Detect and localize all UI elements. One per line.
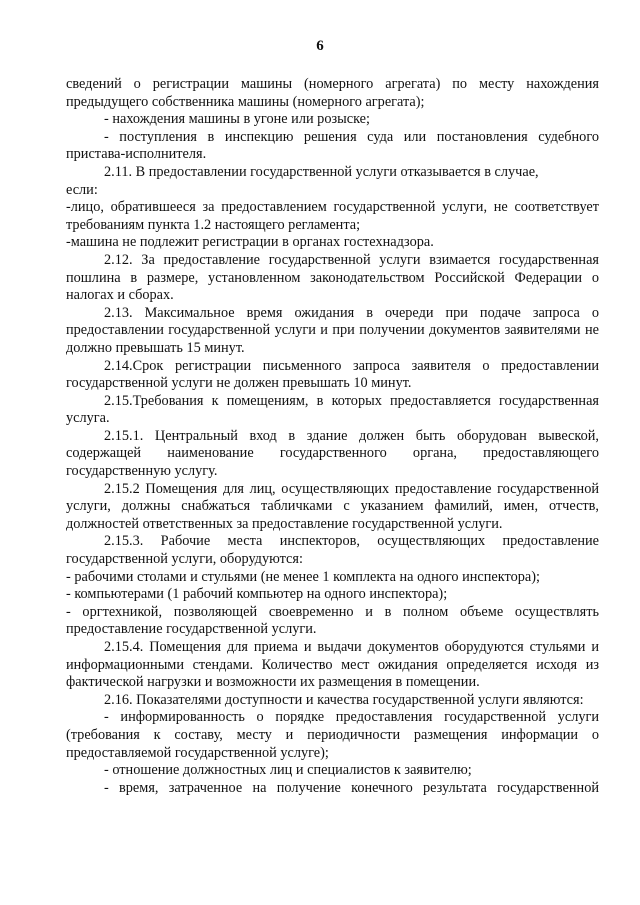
list-item-computers: - компьютерами (1 рабочий компьютер на одного инспектора); <box>66 586 448 603</box>
list-item-not-subject-registration: -машина не подлежит регистрации в органах гостехнадзора. <box>66 234 434 251</box>
section-2-16: 2.16. Показателями доступности и качества государственной услуги являются: <box>104 691 584 708</box>
section-2-15-3: 2.15.3. Рабочие места инспекторов, осуществляющих предоставление государственной услуги, оборудуются: <box>66 533 599 568</box>
section-2-15-1: 2.15.1. Центральный вход в здание должен быть оборудован вывеской, содержащей наименование государственного органа, предоставляющего государственную услугу. <box>66 427 599 480</box>
section-2-14: 2.14.Срок регистрации письменного запроса заявителя о предоставлении государственной услуги не должен превышать 10 минут. <box>66 357 599 392</box>
list-item-applicant-requirements: -лицо, обратившееся за предоставлением государственной услуги, не соответствует требованиям пункта 1.2 настоящего регламента; <box>66 199 599 233</box>
section-2-15-2: 2.15.2 Помещения для лиц, осуществляющих предоставление государственной услуги, должны снабжаться табличками с указанием фамилий, имен, отчеств, должностей ответственных за предоставление государственной услуги. <box>66 480 599 532</box>
list-item-stolen-vehicle: - нахождения машины в угоне или розыске; <box>104 111 370 128</box>
list-item-desks-chairs: - рабочими столами и стульями (не менее 1 комплекта на одного инспектора); <box>66 568 540 585</box>
page-number: 6 <box>316 38 324 54</box>
list-item-time-spent: - время, затраченное на получение конечного результата государственной <box>104 779 599 796</box>
section-2-15-4: 2.15.4. Помещения для приема и выдачи документов оборудуются стульями и информационными стендами. Количество мест ожидания определяется исходя из фактической нагрузки и возможности их размещения в помещении. <box>66 639 599 691</box>
section-2-11-continuation: если: <box>66 181 98 198</box>
section-2-15: 2.15.Требования к помещениям, в которых предоставляется государственная услуга. <box>66 392 599 427</box>
list-item-staff-attitude: - отношение должностных лиц и специалистов к заявителю; <box>104 762 472 779</box>
document-body <box>66 76 599 797</box>
list-item-awareness: - информированность о порядке предоставления государственной услуги (требования к составу, месту и периодичности размещения информации о предоставляемой государственной услуге); <box>66 709 599 761</box>
section-2-11-heading: 2.11. В предоставлении государственной услуги отказывается в случае, <box>104 163 539 180</box>
list-item-office-equipment: - оргтехникой, позволяющей своевременно и в полном объеме осуществлять предоставление государственной услуги. <box>66 603 599 638</box>
section-2-13: 2.13. Максимальное время ожидания в очереди при подаче запроса о предоставлении государственной услуги и при получении документов заявителями не должно превышать 15 минут. <box>66 304 599 356</box>
list-item-court-decision: - поступления в инспекцию решения суда или постановления судебного пристава-исполнителя. <box>66 128 599 163</box>
paragraph-vehicle-registration-info: сведений о регистрации машины (номерного агрегата) по месту нахождения предыдущего собственника машины (номерного агрегата); <box>66 76 599 110</box>
section-2-12: 2.12. За предоставление государственной услуги взимается государственная пошлина в размере, установленном законодательством Российской Федерации о налогах и сборах. <box>66 251 599 304</box>
